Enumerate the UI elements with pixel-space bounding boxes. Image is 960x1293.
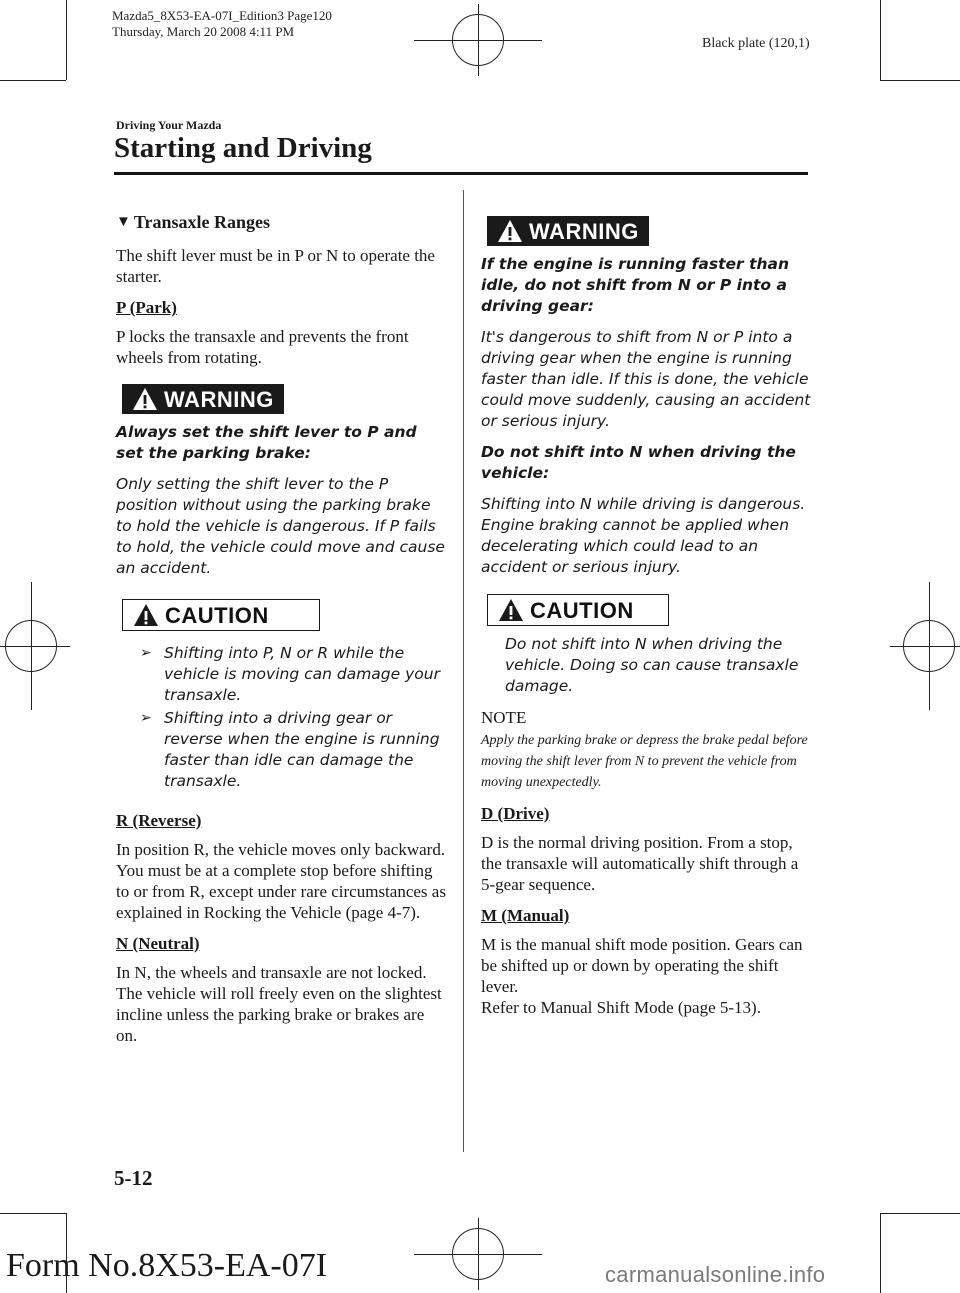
warning-badge bbox=[487, 216, 649, 246]
manual-heading: M (Manual) bbox=[481, 906, 570, 925]
exclamation-triangle-icon bbox=[497, 219, 523, 243]
registration-line bbox=[890, 646, 960, 647]
crop-mark bbox=[880, 1213, 881, 1293]
note-title: NOTE bbox=[481, 708, 527, 727]
paragraph: D is the normal driving position. From a stop, the transaxle will automatically shift through a 5-gear sequence. bbox=[481, 833, 799, 894]
page-number: 5-12 bbox=[114, 1166, 153, 1190]
column-divider bbox=[463, 190, 464, 1152]
registration-line bbox=[929, 582, 930, 710]
crop-mark bbox=[0, 80, 66, 81]
header-rule bbox=[114, 172, 808, 175]
left-column bbox=[116, 212, 446, 1056]
warning-title: If the engine is running faster than idle, do not shift from N or P into a driving gear: bbox=[481, 255, 790, 315]
crop-mark bbox=[880, 80, 960, 81]
paragraph: P locks the transaxle and prevents the front wheels from rotating. bbox=[116, 327, 409, 367]
warning-label: WARNING bbox=[529, 218, 639, 244]
form-number: Form No.8X53-EA-07I bbox=[6, 1247, 328, 1284]
paragraph: In N, the wheels and transaxle are not locked. The vehicle will roll freely even on the slightest incline unless the parking brake or brakes are on. bbox=[116, 963, 442, 1045]
paragraph: Refer to Manual Shift Mode (page 5-13). bbox=[481, 998, 761, 1017]
caution-label: CAUTION bbox=[530, 597, 634, 623]
plate-label: Black plate (120,1) bbox=[702, 36, 810, 51]
warning-title: Do not shift into N when driving the vehicle: bbox=[481, 443, 796, 482]
reverse-heading: R (Reverse) bbox=[116, 811, 202, 830]
warning-text: It's dangerous to shift from N or P into a driving gear when the engine is running faster than idle. If this is done, the vehicle could move suddenly, causing an accident or serious injury. bbox=[481, 328, 811, 430]
registration-line bbox=[478, 4, 479, 76]
caution-item-text: Shifting into P, N or R while the vehicle is moving can damage your transaxle. bbox=[164, 644, 440, 704]
caution-label: CAUTION bbox=[165, 602, 269, 628]
exclamation-triangle-icon bbox=[133, 603, 159, 627]
exclamation-triangle-icon bbox=[498, 598, 524, 622]
caution-item-text: Shifting into a driving gear or reverse when the engine is running faster than idle can damage the transaxle. bbox=[164, 709, 440, 790]
topic-title: Transaxle Ranges bbox=[133, 212, 271, 232]
caution-badge bbox=[122, 599, 320, 631]
warning-badge bbox=[122, 384, 284, 414]
caution-list bbox=[116, 643, 446, 792]
warning-body bbox=[481, 254, 811, 578]
caution-item bbox=[116, 643, 446, 706]
warning-label: WARNING bbox=[164, 386, 274, 412]
registration-line bbox=[0, 646, 70, 647]
registration-line bbox=[31, 582, 32, 710]
crop-mark bbox=[66, 0, 67, 80]
print-meta-line: Thursday, March 20 2008 4:11 PM bbox=[112, 24, 295, 39]
crop-mark bbox=[880, 1213, 960, 1214]
arrowhead-bullet-icon: ➢ bbox=[140, 710, 152, 726]
paragraph: The shift lever must be in P or N to operate the starter. bbox=[116, 246, 435, 286]
arrowhead-bullet-icon: ➢ bbox=[140, 645, 152, 661]
caution-body bbox=[481, 634, 811, 697]
warning-body bbox=[116, 422, 446, 579]
exclamation-triangle-icon bbox=[132, 387, 158, 411]
right-column bbox=[481, 214, 811, 1028]
warning-text: Only setting the shift lever to the P position without using the parking brake to hold the vehicle is dangerous. If P fails to hold, the vehicle could move and cause an accident. bbox=[116, 475, 445, 577]
note-text: Apply the parking brake or depress the brake pedal before moving the shift lever from N to prevent the vehicle from moving unexpectedly. bbox=[481, 733, 808, 790]
print-metadata bbox=[112, 8, 332, 40]
watermark: carmanualsonline.info bbox=[605, 1262, 826, 1287]
caution-badge bbox=[487, 594, 669, 626]
neutral-heading: N (Neutral) bbox=[116, 934, 200, 953]
warning-title: Always set the shift lever to P and set the parking brake: bbox=[116, 423, 417, 462]
chapter-title: Starting and Driving bbox=[114, 132, 372, 164]
topic-heading bbox=[116, 212, 446, 233]
park-heading: P (Park) bbox=[116, 298, 177, 317]
drive-heading: D (Drive) bbox=[481, 804, 550, 823]
crop-mark bbox=[880, 0, 881, 80]
warning-text: Shifting into N while driving is dangerous. Engine braking cannot be applied when decelerating which could lead to an accident or serious injury. bbox=[481, 495, 806, 576]
registration-line bbox=[478, 1218, 479, 1290]
section-title: Driving Your Mazda bbox=[116, 118, 222, 132]
caution-item bbox=[116, 708, 446, 792]
crop-mark bbox=[0, 1213, 66, 1214]
paragraph: M is the manual shift mode position. Gears can be shifted up or down by operating the shift lever. bbox=[481, 935, 803, 996]
caution-text: Do not shift into N when driving the vehicle. Doing so can cause transaxle damage. bbox=[505, 635, 799, 695]
print-meta-line: Mazda5_8X53-EA-07I_Edition3 Page120 bbox=[112, 8, 332, 23]
down-triangle-icon: ▼ bbox=[116, 214, 131, 230]
paragraph: In position R, the vehicle moves only backward. You must be at a complete stop before shifting to or from R, except under rare circumstances as explained in Rocking the Vehicle (page 4-7). bbox=[116, 840, 446, 922]
